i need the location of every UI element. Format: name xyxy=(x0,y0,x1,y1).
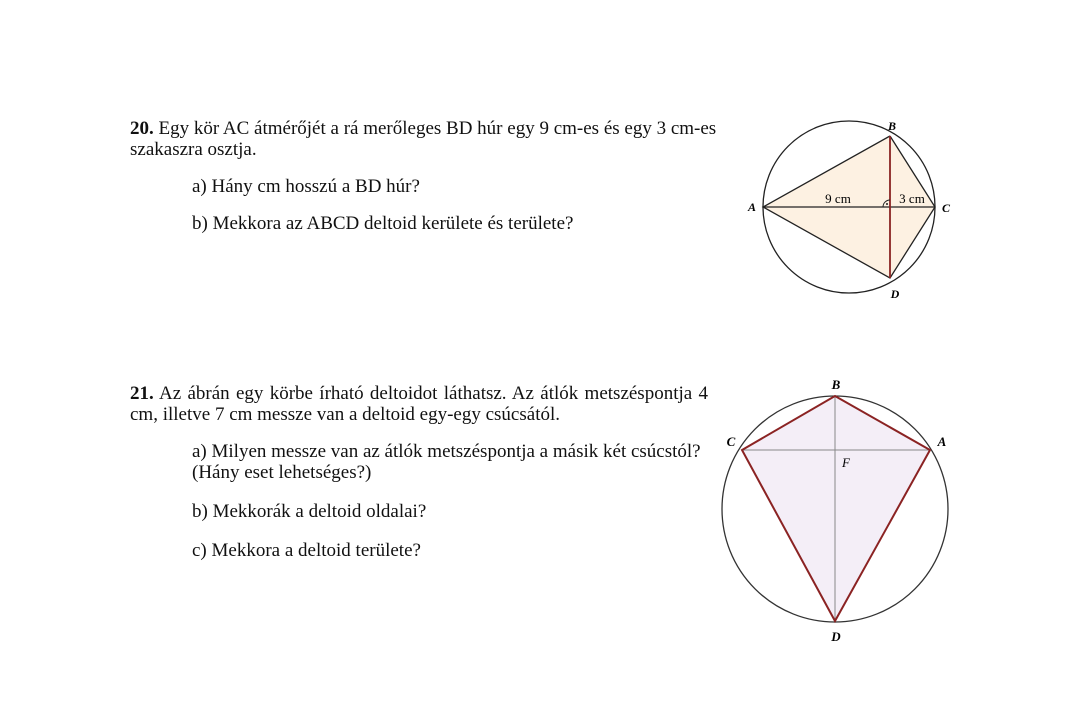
label-20-b: B xyxy=(887,119,897,133)
problem-21-number: 21. xyxy=(130,383,154,404)
segment-label-9cm: 9 cm xyxy=(825,191,851,206)
label-21-b: B xyxy=(831,377,841,392)
label-20-c: C xyxy=(941,201,951,215)
label-20-d: D xyxy=(890,287,900,301)
problem-21-question-b: b) Mekkorák a deltoid oldalai? xyxy=(192,501,427,522)
label-21-c: C xyxy=(726,434,736,449)
problem-20-question-b: b) Mekkora az ABCD deltoid kerülete és területe? xyxy=(192,213,574,234)
label-20-a: A xyxy=(747,200,757,214)
label-21-a: A xyxy=(937,434,947,449)
problem-21-stem-text: Az ábrán egy körbe írható deltoidot láthatsz. Az átlók metszéspontja 4 cm, illetve 7 cm messze van a deltoid egy-egy csúcsától. xyxy=(130,383,709,425)
figure-20 xyxy=(747,119,951,301)
segment-label-3cm: 3 cm xyxy=(899,191,925,206)
label-21-d: D xyxy=(831,629,841,644)
label-21-f: F xyxy=(842,455,850,470)
problem-21-question-a: a) Milyen messze van az átlók metszéspontja a másik két csúcstól? (Hány eset lehetséges?) xyxy=(192,441,701,483)
problem-20-stem-text: Egy kör AC átmérőjét a rá merőleges BD húr egy 9 cm-es és egy 3 cm-es szakaszra osztja. xyxy=(130,118,717,160)
figure-21 xyxy=(722,377,948,644)
problem-21-question-c: c) Mekkora a deltoid területe? xyxy=(192,540,421,561)
problem-20-number: 20. xyxy=(130,118,154,139)
problem-20-question-a: a) Hány cm hosszú a BD húr? xyxy=(192,176,420,197)
kite-21-fill xyxy=(742,396,930,621)
right-angle-dot-20 xyxy=(886,203,888,205)
